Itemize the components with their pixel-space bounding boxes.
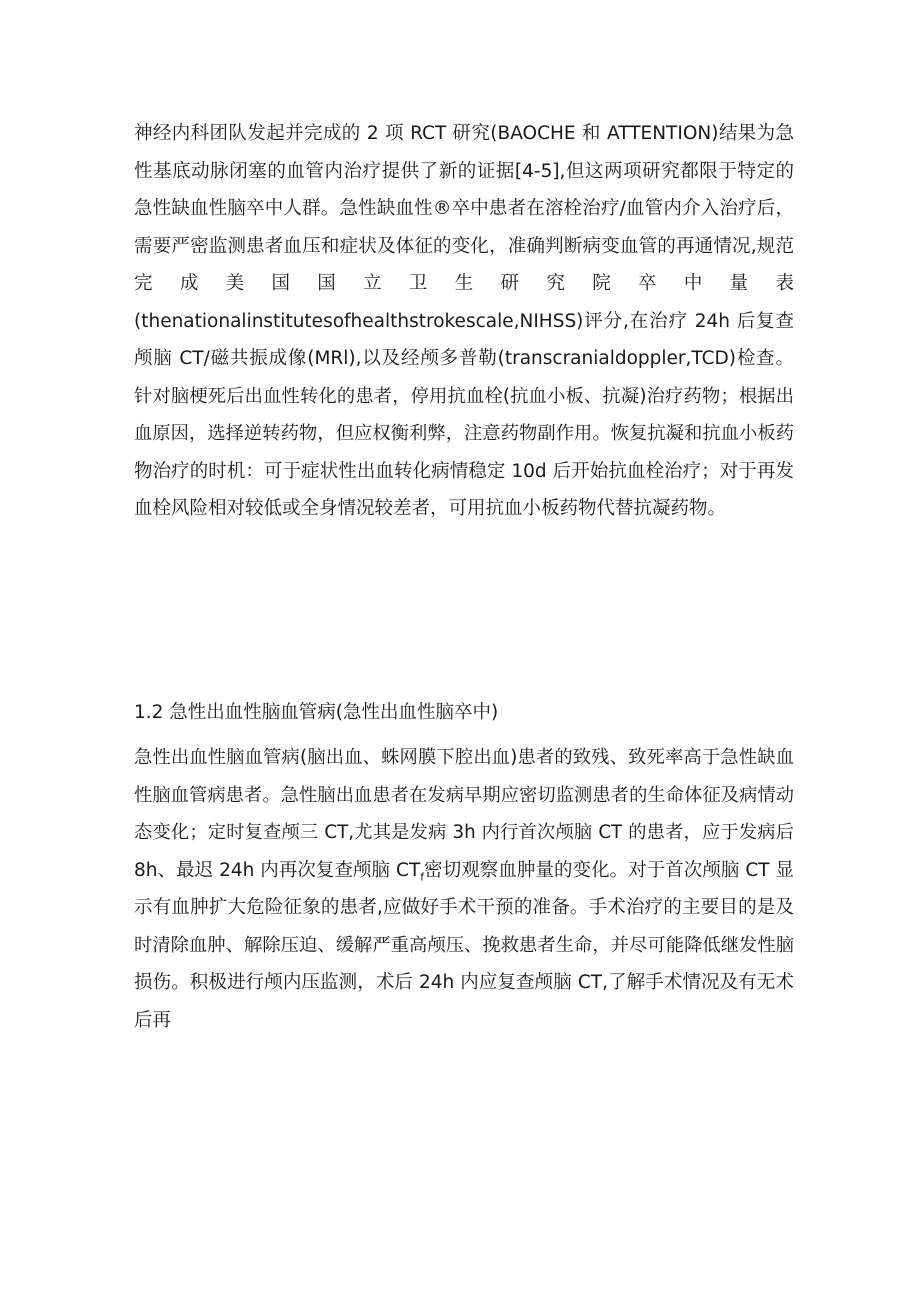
text-line: 血栓风险相对较低或全身情况较差者，可用抗血小板药物代替抗凝药物。	[134, 498, 727, 519]
text-line: (thenationalinstitutesofhealthstrokescale,NIHSS)评分,在治疗 24h 后复查	[134, 310, 794, 332]
text-line: 损伤。积极进行颅内压监测，术后 24h 内应复查颅脑 CT,了解手术情况及有无术	[134, 972, 794, 993]
text-line: 针对脑梗死后出血性转化的患者，停用抗血栓(抗血小板、抗凝)治疗药物；根据出	[134, 385, 794, 407]
text-line: 态变化；定时复查颅三 CT,尤其是发病 3h 内行首次颅脑 CT 的患者，应于发病后	[134, 822, 794, 843]
text-line: 完 成 美 国 国 立 卫 生 研 究 院 卒 中 量 表	[134, 273, 794, 294]
text-line: 后再	[134, 1009, 172, 1031]
text-line: 性脑血管病患者。急性脑出血患者在发病早期应密切监测患者的生命体征及病情动	[134, 784, 794, 806]
text-line: 颅脑 CT/磁共振成像(MRl),以及经颅多普勒(transcranialdoppler,TCD)检查。	[134, 348, 794, 369]
text-line: 需要严密监测患者血压和症状及体征的变化，准确判断病变血管的再通情况,规范	[134, 235, 794, 257]
text-line: 物治疗的时机：可于症状性出血转化病情稳定 10d 后开始抗血栓治疗；对于再发	[134, 460, 794, 482]
text-line: 神经内科团队发起并完成的 2 项 RCT 研究(BAOCHE 和 ATTENTION)结果为急	[134, 123, 794, 144]
subscript: f	[420, 870, 425, 884]
paragraph-hemorrhagic-stroke	[134, 739, 794, 1039]
text-line: 血原因，选择逆转药物，但应权衡利弊，注意药物副作用。恢复抗凝和抗血小板药	[134, 423, 794, 444]
text-segment: 8h、最迟 24h 内再次复查颅脑 CT	[134, 859, 421, 881]
text-line: 急性缺血性脑卒中人群。急性缺血性®卒中患者在溶栓治疗/血管内介入治疗后，	[134, 198, 794, 219]
text-segment: 密切观察血肿量的变化。对于首次颅脑 CT 显	[424, 859, 794, 881]
paragraph-ischemic-stroke-treatment	[134, 115, 794, 528]
text-line: 示有血肿扩大危险征象的患者,应做好手术干预的准备。手术治疗的主要目的是及	[134, 897, 794, 918]
section-heading: 1.2 急性出血性脑血管病(急性出血性脑卒中)	[134, 702, 499, 723]
text-line-with-subscript	[134, 852, 794, 890]
text-line: 时清除血肿、解除压迫、缓解严重高颅压、挽救患者生命，并尽可能降低继发性脑	[134, 934, 794, 956]
text-line: 急性出血性脑血管病(脑出血、蛛网膜下腔出血)患者的致残、致死率高于急性缺血	[134, 747, 794, 768]
text-line: 性基底动脉闭塞的血管内治疗提供了新的证据[4-5],但这两项研究都限于特定的	[134, 160, 794, 182]
